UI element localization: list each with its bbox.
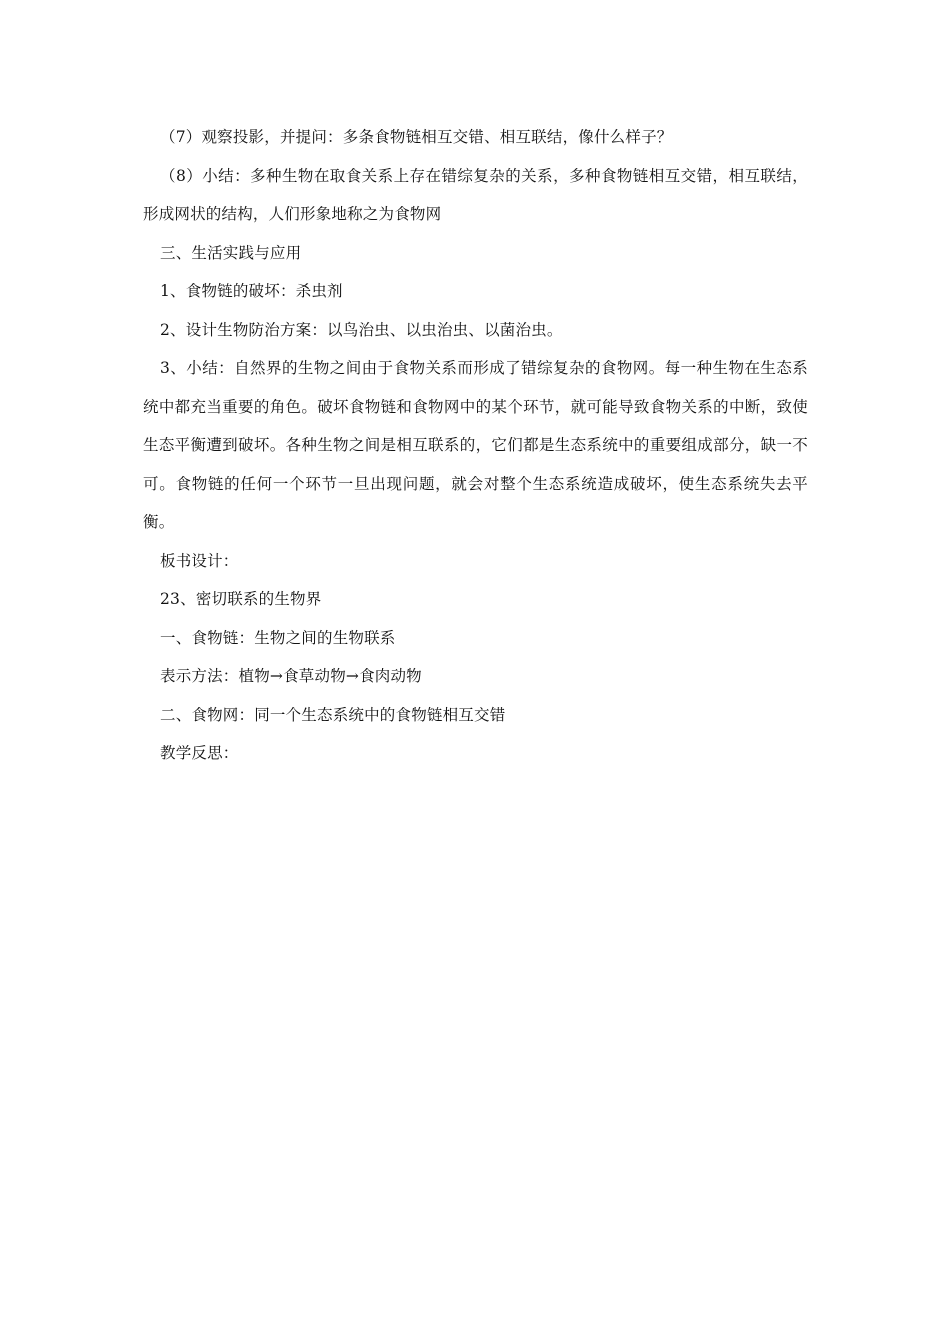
board-item-food-web: 二、食物网：同一个生态系统中的食物链相互交错 xyxy=(160,705,506,724)
teaching-reflection-heading: 教学反思： xyxy=(160,744,239,762)
lesson-title: 23、密切联系的生物界 xyxy=(160,590,322,608)
board-item-food-chain: 一、食物链：生物之间的生物联系 xyxy=(160,628,396,647)
paragraph-summary-ecosystem: 3、小结：自然界的生物之间由于食物关系而形成了错综复杂的食物网。每一种生物在生态系统中都充当重要的角色。破坏食物链和食物网中的某个环节，就可能导致食物关系的中断，致使生态平衡遭到破坏。各种生物之间是相互联系的，它们都是生态系统中的重要组成部分，缺一不可。食物链的任何一个环节一旦出现问题，就会对整个生态系统造成破坏，使生态系统失去平衡。 xyxy=(143,359,808,531)
blackboard-design-heading: 板书设计： xyxy=(160,551,239,570)
board-item-representation: 表示方法：植物→食草动物→食肉动物 xyxy=(160,667,422,685)
paragraph-food-chain-damage: 1、食物链的破坏：杀虫剂 xyxy=(160,282,343,300)
paragraph-summary-food-web: （8）小结：多种生物在取食关系上存在错综复杂的关系，多种食物链相互交错，相互联结，形成网状的结构，人们形象地称之为食物网 xyxy=(143,166,808,223)
paragraph-biological-control: 2、设计生物防治方案：以鸟治虫、以虫治虫、以菌治虫。 xyxy=(160,320,563,339)
section-heading-practice: 三、生活实践与应用 xyxy=(160,243,302,262)
document-body xyxy=(143,118,808,773)
paragraph-observe-projection: （7）观察投影，并提问：多条食物链相互交错、相互联结，像什么样子？ xyxy=(160,128,673,146)
